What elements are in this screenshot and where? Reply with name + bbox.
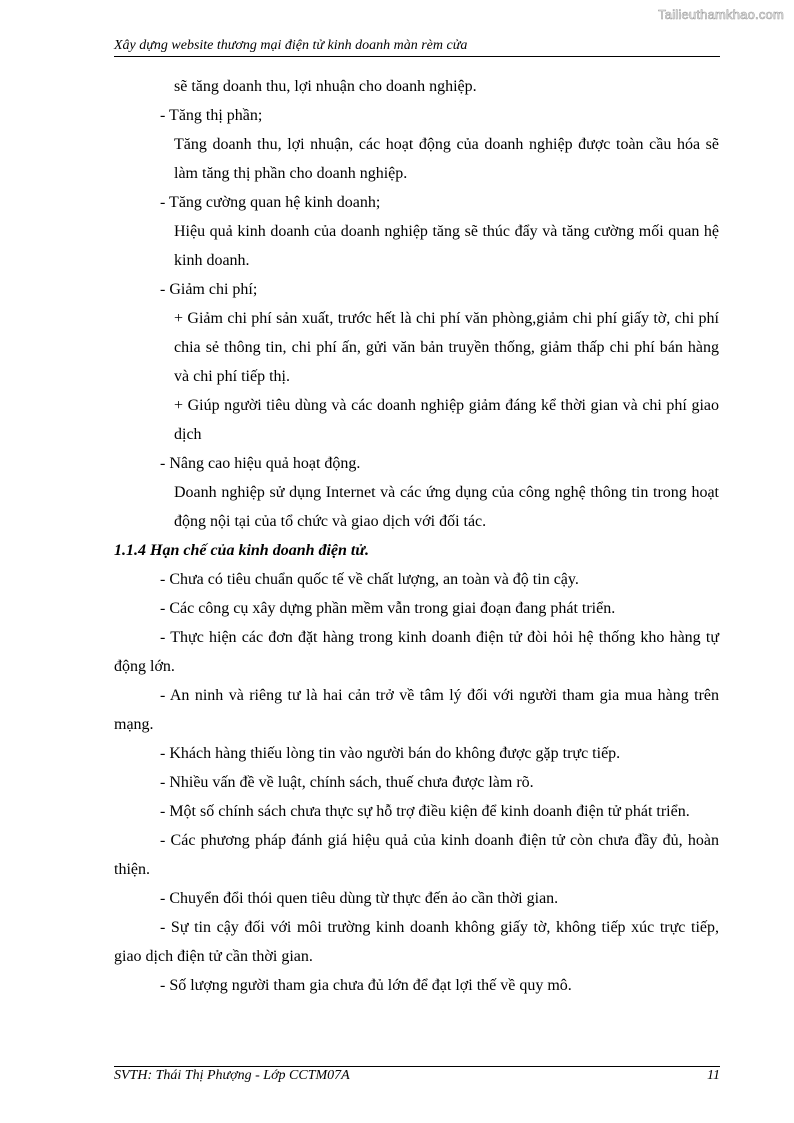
paragraph: + Giảm chi phí sản xuất, trước hết là chi phí văn phòng,giảm chi phí giấy tờ, chi phí chia sẻ thông tin, chi phí ấn, gửi văn bản truyền thống, giảm thấp chi phí bán hàng và chi phí tiếp thị. — [174, 310, 719, 385]
list-item: - Thực hiện các đơn đặt hàng trong kinh doanh điện tử đòi hỏi hệ thống kho hàng tự động lớn. — [114, 629, 719, 675]
paragraph: Hiệu quả kinh doanh của doanh nghiệp tăng sẽ thúc đẩy và tăng cường mối quan hệ kinh doanh. — [174, 223, 719, 269]
list-item: - Tăng thị phần; — [160, 107, 263, 124]
list-item: - Các phương pháp đánh giá hiệu quả của kinh doanh điện tử còn chưa đầy đủ, hoàn thiện. — [114, 832, 719, 878]
list-item: - Chưa có tiêu chuẩn quốc tế về chất lượng, an toàn và độ tin cậy. — [160, 571, 579, 588]
footer-author: SVTH: Thái Thị Phượng - Lớp CCTM07A — [114, 1068, 350, 1083]
list-item: - Nâng cao hiệu quả hoạt động. — [160, 455, 361, 472]
paragraph: + Giúp người tiêu dùng và các doanh nghiệp giảm đáng kể thời gian và chi phí giao dịch — [174, 397, 719, 443]
page-number: 11 — [707, 1068, 720, 1083]
document-body — [114, 72, 719, 1000]
list-item: - Tăng cường quan hệ kinh doanh; — [160, 194, 381, 211]
list-item: - Nhiều vấn đề về luật, chính sách, thuế chưa được làm rõ. — [160, 774, 534, 791]
page-header: Xây dựng website thương mại điện tử kinh doanh màn rèm cửa — [114, 38, 720, 57]
list-item: - Khách hàng thiếu lòng tin vào người bán do không được gặp trực tiếp. — [160, 745, 621, 762]
paragraph: Doanh nghiệp sử dụng Internet và các ứng dụng của công nghệ thông tin trong hoạt động nội tại của tổ chức và giao dịch với đối tác. — [174, 484, 719, 530]
paragraph: Tăng doanh thu, lợi nhuận, các hoạt động của doanh nghiệp được toàn cầu hóa sẽ làm tăng thị phần cho doanh nghiệp. — [174, 136, 719, 182]
list-item: - Sự tin cậy đối với môi trường kinh doanh không giấy tờ, không tiếp xúc trực tiếp, giao dịch điện tử cần thời gian. — [114, 919, 719, 965]
watermark-text: Tailieuthamkhao.com — [658, 7, 784, 22]
section-heading: 1.1.4 Hạn chế của kinh doanh điện tử. — [114, 542, 369, 559]
list-item: - Các công cụ xây dựng phần mềm vẫn trong giai đoạn đang phát triển. — [160, 600, 616, 617]
list-item: - Số lượng người tham gia chưa đủ lớn để đạt lợi thế về quy mô. — [160, 977, 572, 994]
list-item: - Một số chính sách chưa thực sự hỗ trợ điều kiện để kinh doanh điện tử phát triển. — [160, 803, 690, 820]
list-item: - An ninh và riêng tư là hai cản trở về tâm lý đối với người tham gia mua hàng trên mạng. — [114, 687, 719, 733]
list-item: - Giảm chi phí; — [160, 281, 258, 298]
list-item: - Chuyển đổi thói quen tiêu dùng từ thực đến ảo cần thời gian. — [160, 890, 559, 907]
page-footer — [114, 1066, 720, 1084]
paragraph: sẽ tăng doanh thu, lợi nhuận cho doanh nghiệp. — [174, 78, 477, 95]
